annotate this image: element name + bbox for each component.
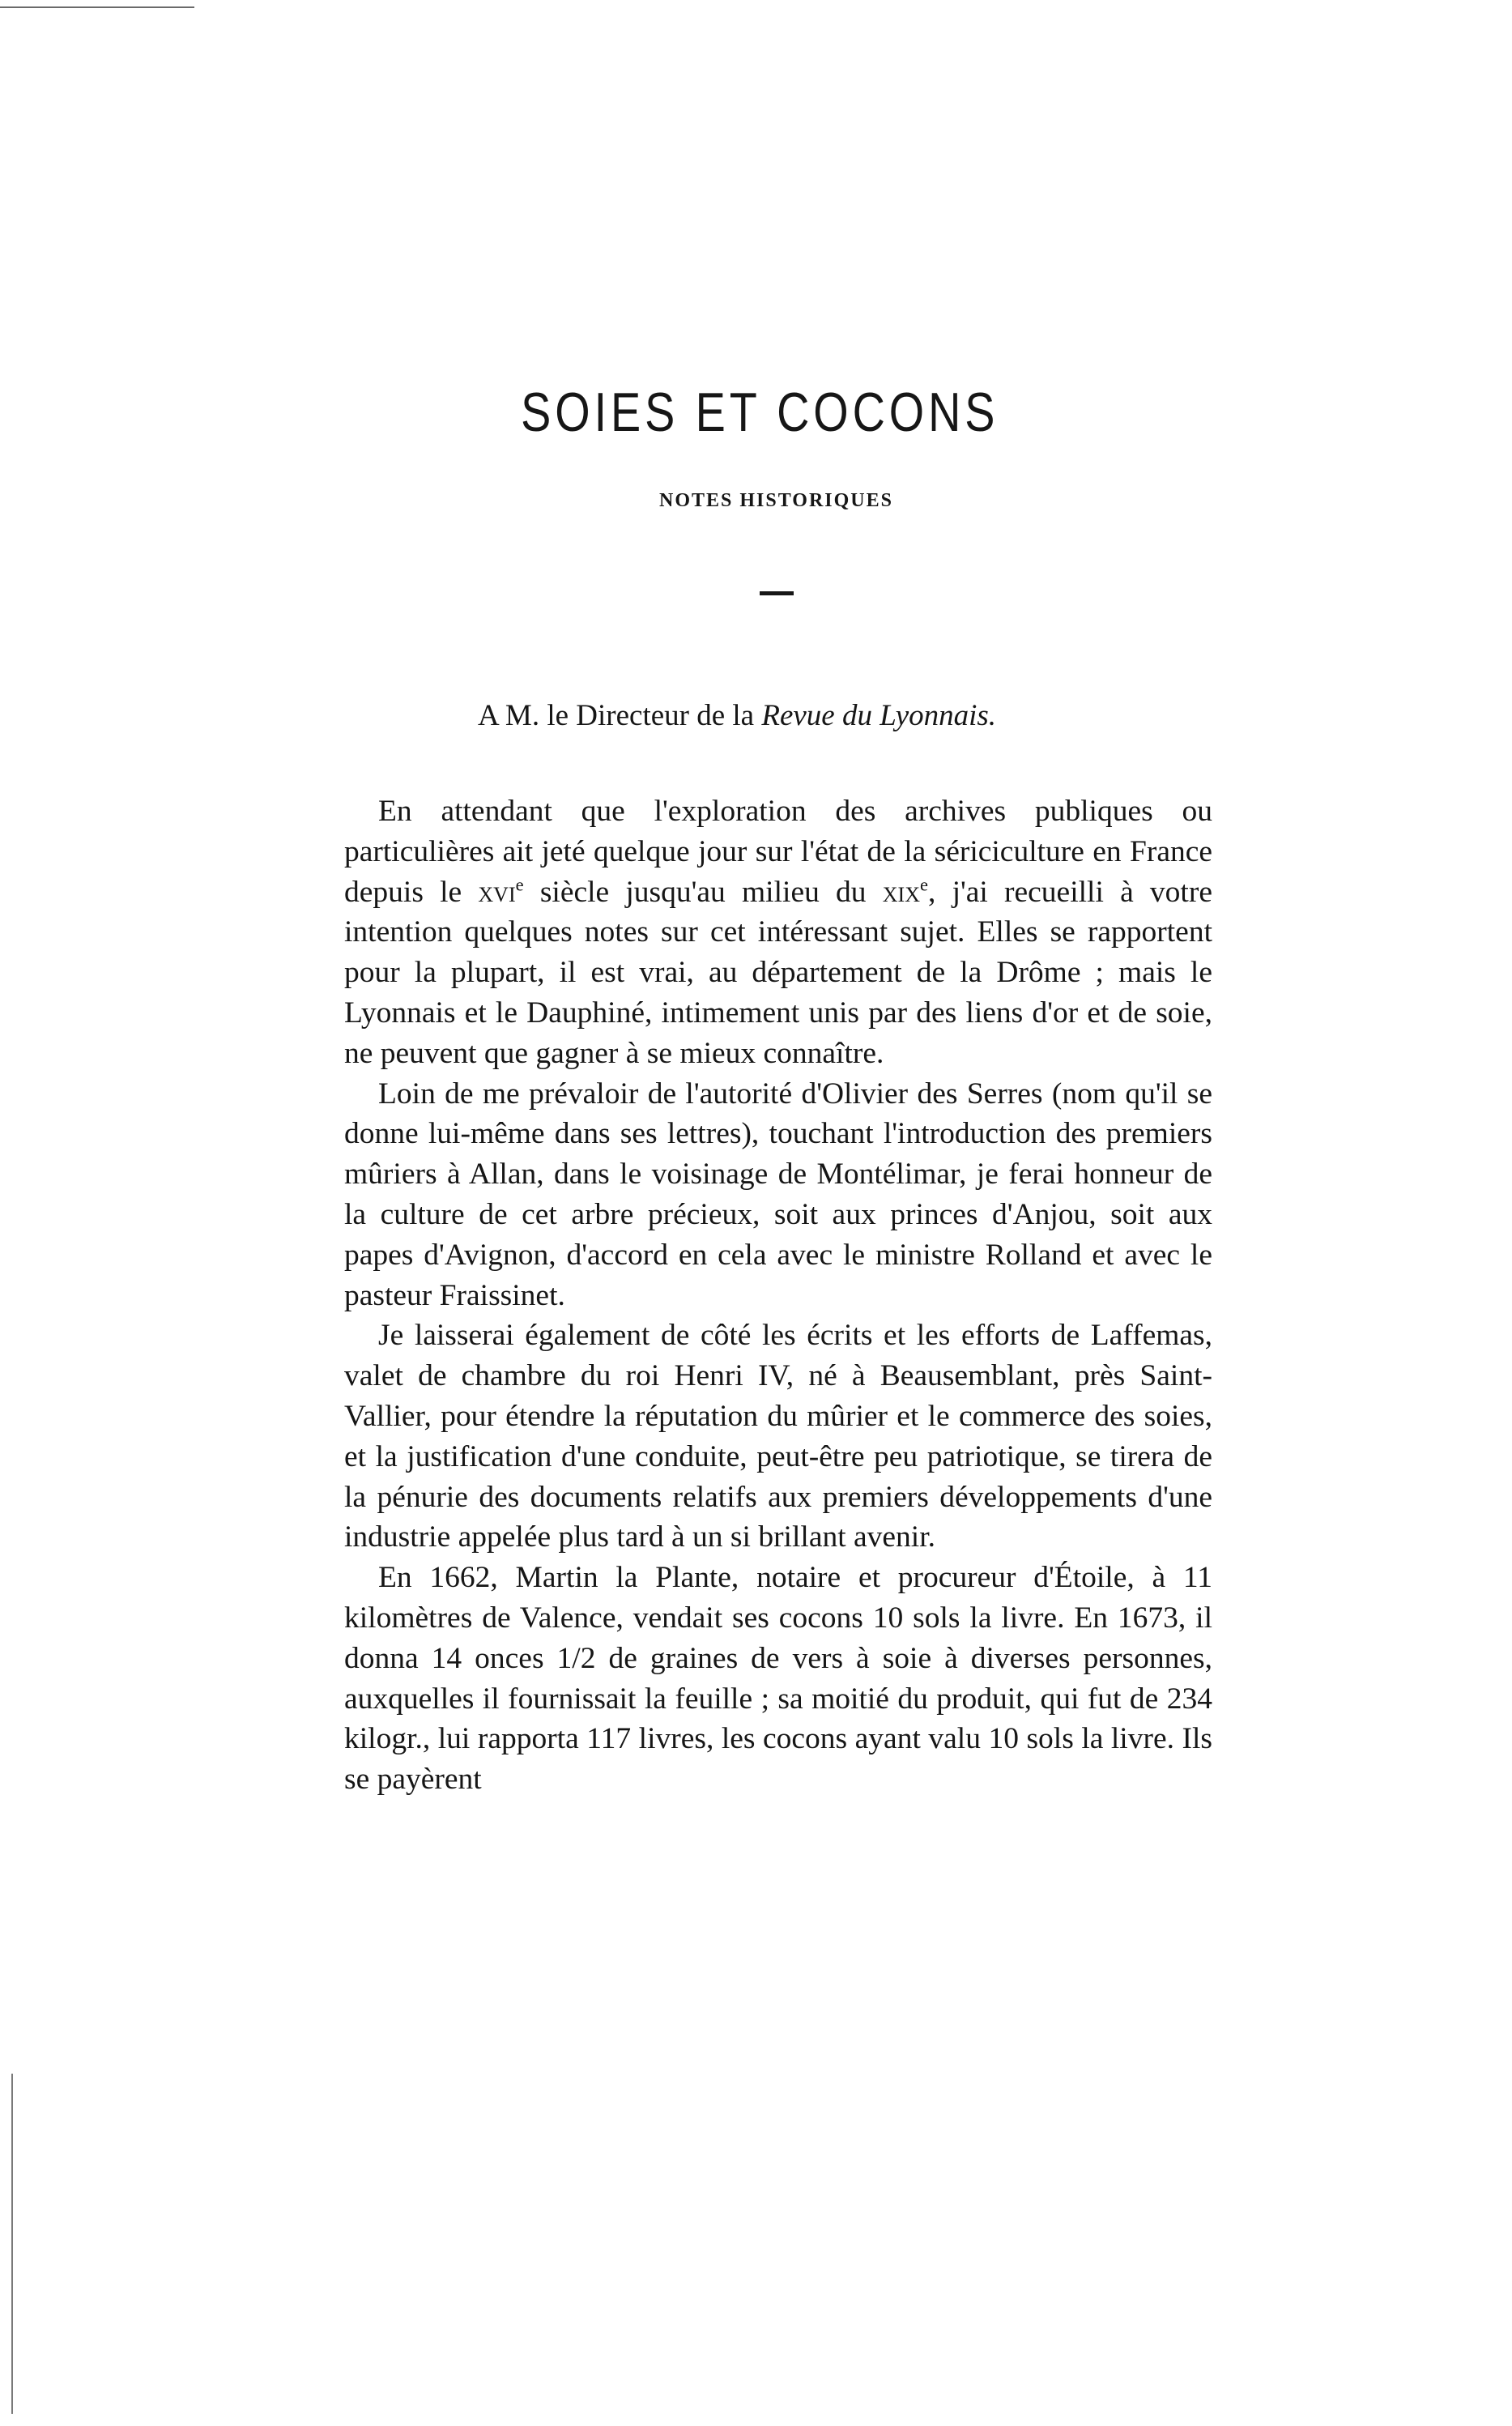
salutation-journal: Revue du Lyonnais.	[761, 699, 997, 732]
page-edge-mark	[11, 2074, 13, 2414]
paragraph-3: Je laisserai également de côté les écrits et les efforts de Laffemas, valet de chambre du roi Henri IV, né à Beausemblant, près Saint-Vallier, pour étendre la réputation du mûrier et le commerce des soies, et la justification d'une conduite, peut-être peu patriotique, se tirera de la pénurie des documents relatifs aux premiers développements d'une industrie appelée plus tard à un si brillant avenir.	[344, 1319, 1212, 1554]
document-subtitle: NOTES HISTORIQUES	[659, 490, 893, 511]
top-rule	[0, 6, 194, 8]
paragraph-1	[344, 791, 1212, 1074]
salutation-prefix: A M. le Directeur de la	[478, 699, 762, 732]
document-title: SOIES ET COCONS	[521, 382, 999, 443]
body-text	[344, 791, 1212, 1800]
paragraph-1-part-b: siècle jusqu'au milieu du	[523, 875, 883, 909]
century-nineteenth-sup: e	[919, 874, 928, 895]
salutation	[478, 698, 996, 733]
paragraph-2: Loin de me prévaloir de l'autorité d'Olivier des Serres (nom qu'il se donne lui-même dans ses lettres), touchant l'introduction des premiers mûriers à Allan, dans le voisinage de Montélimar, je ferai honneur de la culture de cet arbre précieux, soit aux princes d'Anjou, soit aux papes d'Avignon, d'accord en cela avec le ministre Rolland et avec le pasteur Fraissinet.	[344, 1077, 1212, 1312]
century-sixteenth: xvi	[478, 875, 516, 909]
paragraph-1-part-c: , j'ai recueilli à votre intention quelques notes sur cet intéressant sujet. Elles se rapportent pour la plupart, il est vrai, au département de la Drôme ; mais le Lyonnais et le Dauphiné, intimement unis par des liens d'or et de soie, ne peuvent que gagner à se mieux connaître.	[344, 875, 1212, 1070]
paragraph-4: En 1662, Martin la Plante, notaire et procureur d'Étoile, à 11 kilomètres de Valence, vendait ses cocons 10 sols la livre. En 1673, il donna 14 onces 1/2 de graines de vers à soie à diverses personnes, auxquelles il fournissait la feuille ; sa moitié du produit, qui fut de 234 kilogr., lui rapporta 117 livres, les cocons ayant valu 10 sols la livre. Ils se payèrent	[344, 1561, 1212, 1797]
century-sixteenth-sup: e	[515, 874, 524, 895]
century-nineteenth: xix	[882, 875, 920, 909]
paragraph-1-part-a: En attendant que l'exploration des archives publiques ou particulières ait jeté quelque jour sur l'état de la sériciculture en France depuis le	[344, 795, 1212, 909]
separator-dash	[760, 591, 794, 595]
